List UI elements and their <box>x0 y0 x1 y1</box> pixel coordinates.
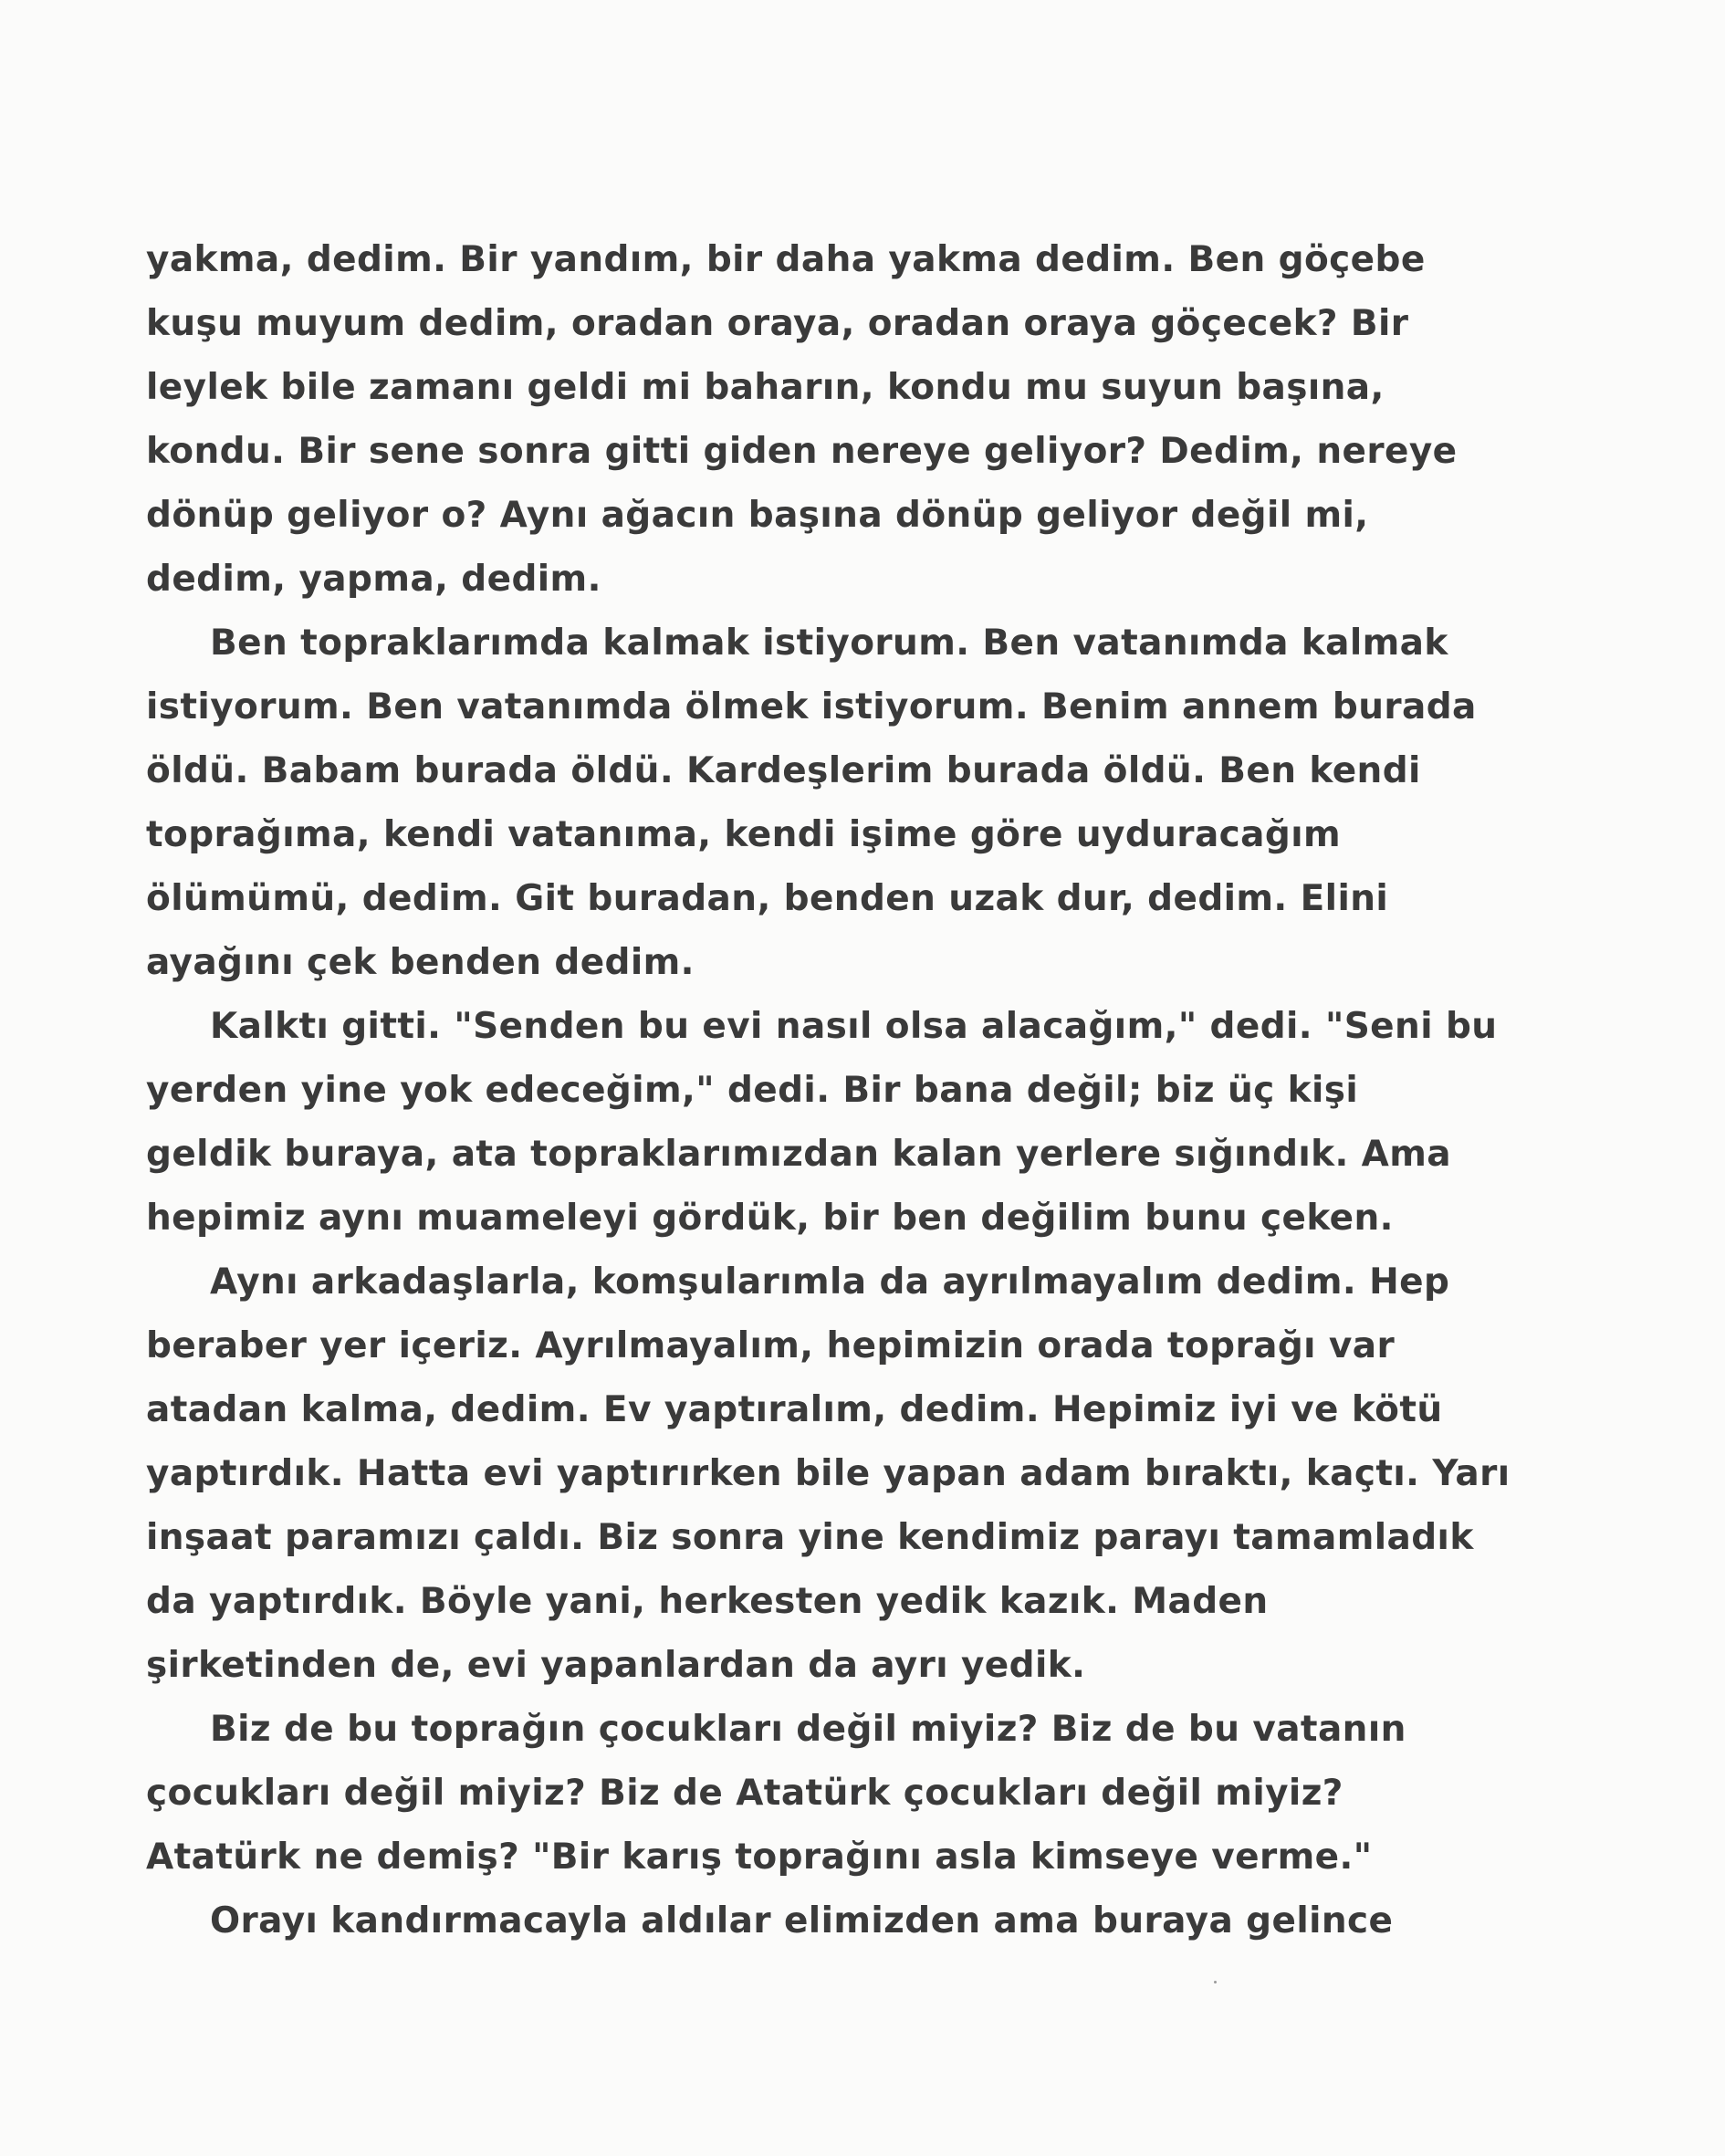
text-line: ölümümü, dedim. Git buradan, benden uzak dur, dedim. Elini <box>146 878 1389 919</box>
text-line: atadan kalma, dedim. Ev yaptıralım, dedim. Hepimiz iyi ve kötü <box>146 1389 1443 1430</box>
text-line: kondu. Bir sene sonra gitti giden nereye geliyor? Dedim, nereye <box>146 431 1458 472</box>
paragraph-start-line: Biz de bu toprağın çocukları değil miyiz? Biz de bu vatanın <box>210 1709 1406 1750</box>
text-line: kuşu muyum dedim, oradan oraya, oradan oraya göçecek? Bir <box>146 303 1409 344</box>
text-line: leylek bile zamanı geldi mi baharın, kondu mu suyun başına, <box>146 367 1385 408</box>
text-line: öldü. Babam burada öldü. Kardeşlerim burada öldü. Ben kendi <box>146 750 1421 791</box>
text-line: inşaat paramızı çaldı. Biz sonra yine kendimiz parayı tamamladık <box>146 1517 1474 1558</box>
text-line: beraber yer içeriz. Ayrılmayalım, hepimizin orada toprağı var <box>146 1325 1396 1366</box>
paragraph-start-line: Aynı arkadaşlarla, komşularımla da ayrılmayalım dedim. Hep <box>210 1261 1450 1303</box>
text-line: dönüp geliyor o? Aynı ağacın başına dönüp geliyor değil mi, <box>146 495 1369 536</box>
paragraph-start-line: Orayı kandırmacayla aldılar elimizden ama buraya gelince <box>210 1900 1394 1941</box>
text-line: yerden yine yok edeceğim," dedi. Bir bana değil; biz üç kişi <box>146 1070 1359 1111</box>
text-line: yakma, dedim. Bir yandım, bir daha yakma dedim. Ben göçebe <box>146 239 1426 280</box>
text-line: istiyorum. Ben vatanımda ölmek istiyorum. Benim annem burada <box>146 686 1477 727</box>
paragraph-start-line: Kalktı gitti. "Senden bu evi nasıl olsa alacağım," dedi. "Seni bu <box>210 1006 1498 1047</box>
text-line: hepimiz aynı muameleyi gördük, bir ben değilim bunu çeken. <box>146 1198 1394 1239</box>
text-line: çocukları değil miyiz? Biz de Atatürk çocukları değil miyiz? <box>146 1773 1343 1814</box>
text-line: toprağıma, kendi vatanıma, kendi işime göre uyduracağım <box>146 814 1342 855</box>
text-line: ayağını çek benden dedim. <box>146 942 695 983</box>
text-line: yaptırdık. Hatta evi yaptırırken bile yapan adam bıraktı, kaçtı. Yarı <box>146 1453 1511 1494</box>
text-line: geldik buraya, ata topraklarımızdan kalan yerlere sığındık. Ama <box>146 1134 1452 1175</box>
text-line: dedim, yapma, dedim. <box>146 559 601 600</box>
handwritten-text-block <box>146 228 1570 1953</box>
text-line: Atatürk ne demiş? "Bir karış toprağını asla kimseye verme." <box>146 1837 1373 1878</box>
text-line: da yaptırdık. Böyle yani, herkesten yedik kazık. Maden <box>146 1581 1269 1622</box>
paper-speck <box>1214 1981 1217 1983</box>
paragraph-start-line: Ben topraklarımda kalmak istiyorum. Ben vatanımda kalmak <box>210 623 1448 664</box>
text-line: şirketinden de, evi yapanlardan da ayrı yedik. <box>146 1645 1086 1686</box>
